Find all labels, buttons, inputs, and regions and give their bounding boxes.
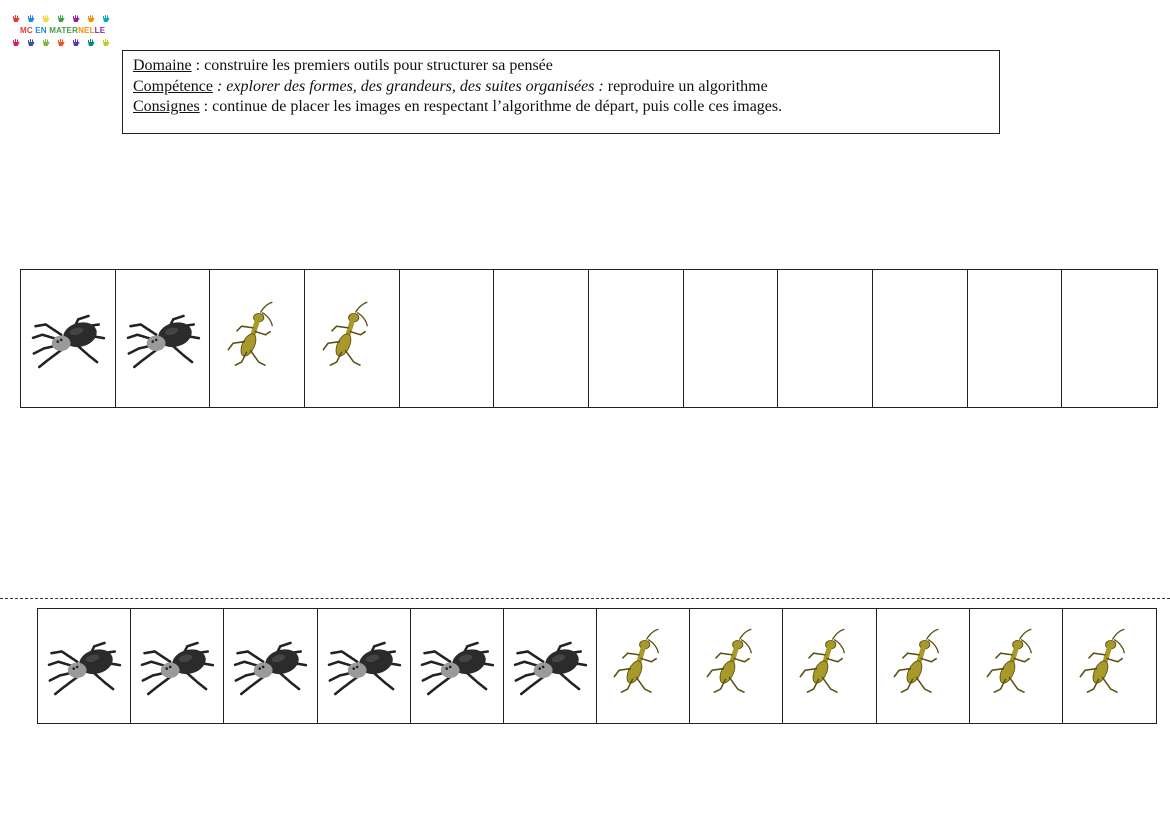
hand-icon (72, 14, 80, 23)
pattern-cell (873, 270, 968, 407)
hand-icon (87, 38, 95, 47)
logo (8, 10, 123, 50)
cutout-cell (504, 609, 597, 723)
cutout-cell (131, 609, 224, 723)
pattern-cell (400, 270, 495, 407)
competence-italic: explorer des formes, des grandeurs, des suites organisées : (226, 77, 604, 95)
pattern-cell (1062, 270, 1157, 407)
spider-icon (43, 627, 125, 705)
pattern-cell (116, 270, 211, 407)
ant-icon (788, 626, 870, 706)
cutout-cell (38, 609, 131, 723)
cutout-cell (318, 609, 411, 723)
cutout-cell (224, 609, 317, 723)
domaine-text: : construire les premiers outils pour structurer sa pensée (191, 57, 553, 74)
domaine-label: Domaine (133, 57, 192, 74)
hand-icon (57, 14, 65, 23)
pattern-cell (589, 270, 684, 407)
pattern-cell (210, 270, 305, 407)
cut-line (0, 598, 1170, 599)
spider-icon (416, 627, 498, 705)
cutout-strip (37, 608, 1157, 724)
consignes-label: Consignes (133, 98, 200, 115)
competence-label: Compétence (133, 77, 213, 95)
hand-icon (102, 38, 110, 47)
spider-icon (122, 300, 204, 378)
cutout-cell (690, 609, 783, 723)
spider-icon (27, 300, 109, 378)
hand-icon (27, 38, 35, 47)
pattern-cell (968, 270, 1063, 407)
spider-icon (136, 627, 218, 705)
pattern-cell (684, 270, 779, 407)
ant-icon (975, 626, 1057, 706)
logo-text: MC EN MATERNELLE (20, 26, 106, 35)
pattern-cell (494, 270, 589, 407)
cutout-cell (1063, 609, 1156, 723)
cutout-cell (783, 609, 876, 723)
hand-icon (12, 14, 20, 23)
competence-text: reproduire un algorithme (603, 77, 768, 95)
ant-icon (695, 626, 777, 706)
pattern-cell (21, 270, 116, 407)
hand-icon (12, 38, 20, 47)
competence-line: Compétence : explorer des formes, des grandeurs, des suites organisées : reproduire un algorithme (133, 77, 768, 95)
spider-icon (509, 627, 591, 705)
cutout-cell (597, 609, 690, 723)
consignes-text: : continue de placer les images en respectant l’algorithme de départ, puis colle ces images. (199, 98, 783, 115)
hand-icon (72, 38, 80, 47)
ant-icon (311, 299, 393, 379)
hand-icon (102, 14, 110, 23)
ant-icon (1068, 626, 1150, 706)
ant-icon (216, 299, 298, 379)
hand-icon (42, 38, 50, 47)
domaine-line (133, 56, 989, 77)
cutout-cell (411, 609, 504, 723)
ant-icon (602, 626, 684, 706)
pattern-cell (305, 270, 400, 407)
instructions-box (122, 50, 1000, 134)
spider-icon (229, 627, 311, 705)
consignes-line (133, 97, 989, 118)
cutout-cell (970, 609, 1063, 723)
ant-icon (882, 626, 964, 706)
pattern-strip (20, 269, 1158, 408)
hand-icon (57, 38, 65, 47)
pattern-cell (778, 270, 873, 407)
hand-icon (27, 14, 35, 23)
spider-icon (323, 627, 405, 705)
cutout-cell (877, 609, 970, 723)
hand-icon (42, 14, 50, 23)
hand-icon (87, 14, 95, 23)
